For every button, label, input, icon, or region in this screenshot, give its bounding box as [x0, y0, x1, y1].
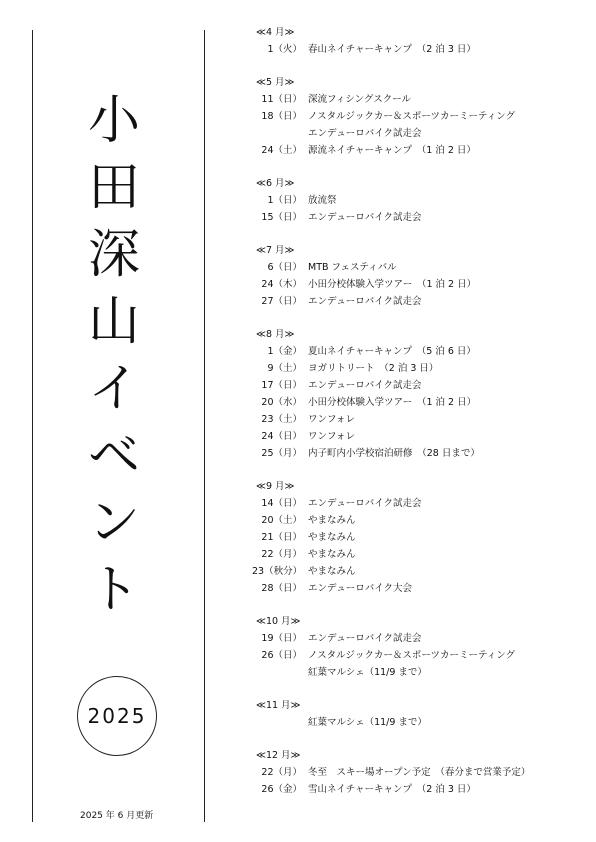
event-name: 深流フィシングスクール — [308, 94, 412, 105]
event-row — [252, 647, 582, 664]
event-name: 紅葉マルシェ（11/9 まで） — [308, 717, 427, 728]
month-block — [252, 613, 582, 681]
event-row — [252, 764, 582, 781]
right-vertical-rule — [204, 30, 205, 822]
event-schedule — [252, 24, 582, 814]
event-date: 17（日） — [261, 380, 302, 391]
month-block — [252, 74, 582, 159]
event-date: 27（日） — [261, 296, 302, 307]
event-date: 24（土） — [261, 145, 302, 156]
month-heading: ≪8 月≫ — [256, 329, 295, 340]
title-char: ト — [87, 560, 140, 620]
title-char: ン — [87, 493, 140, 553]
month-heading: ≪10 月≫ — [256, 616, 301, 627]
event-name: 冬至 スキー場オープン予定 （春分まで営業予定） — [308, 767, 531, 778]
event-row — [252, 259, 582, 276]
event-name: エンデューロバイク大会 — [308, 583, 413, 594]
event-date: 24（日） — [261, 431, 302, 442]
event-date: 25（月） — [261, 448, 302, 459]
event-row — [252, 781, 582, 798]
event-row — [252, 714, 582, 731]
month-heading: ≪9 月≫ — [256, 481, 295, 492]
event-row — [252, 546, 582, 563]
event-date: 28（日） — [261, 583, 302, 594]
month-heading: ≪12 月≫ — [256, 750, 301, 761]
event-row — [252, 580, 582, 597]
event-name: 源流ネイチャーキャンプ （1 泊 2 日） — [308, 145, 476, 156]
title-char: ベ — [87, 426, 140, 486]
event-row — [252, 293, 582, 310]
event-name: エンデューロバイク試走会 — [308, 380, 422, 391]
event-row — [252, 377, 582, 394]
event-row — [252, 108, 582, 125]
event-name: 内子町内小学校宿泊研修 （28 日まで） — [308, 448, 480, 459]
event-date: 15（日） — [261, 212, 302, 223]
event-name: エンデューロバイク試走会 — [308, 296, 422, 307]
event-date: 22（月） — [261, 767, 302, 778]
month-heading: ≪7 月≫ — [256, 245, 295, 256]
event-name: やまなみん — [308, 532, 356, 543]
month-block — [252, 697, 582, 731]
event-date: 23（秋分） — [252, 566, 303, 577]
event-date: 1（火） — [267, 44, 302, 55]
event-row — [252, 41, 582, 58]
title-char: 深 — [87, 225, 140, 285]
title-char: イ — [87, 359, 140, 419]
title-char: 小 — [87, 91, 140, 151]
event-row — [252, 394, 582, 411]
event-date: 22（月） — [261, 549, 302, 560]
month-heading: ≪6 月≫ — [256, 178, 295, 189]
event-date: 18（日） — [261, 111, 302, 122]
event-name: エンデューロバイク試走会 — [308, 633, 422, 644]
vertical-title — [84, 88, 144, 624]
event-name: エンデューロバイク試走会 — [308, 498, 422, 509]
event-row — [252, 91, 582, 108]
event-row — [252, 512, 582, 529]
month-block — [252, 747, 582, 798]
event-row — [252, 563, 582, 580]
event-name: やまなみん — [308, 566, 356, 577]
event-date: 19（日） — [261, 633, 302, 644]
event-row — [252, 360, 582, 377]
event-date: 23（土） — [261, 414, 302, 425]
event-row — [252, 428, 582, 445]
event-name: ヨガリトリート （2 泊 3 日） — [308, 363, 439, 374]
event-name: ノスタルジックカー＆スポーツカーミーティング — [308, 650, 516, 661]
month-heading: ≪4 月≫ — [256, 27, 295, 38]
event-continuation: エンデューロバイク試走会 — [308, 128, 422, 139]
month-block — [252, 242, 582, 310]
updated-note: 2025 年 6 月更新 — [80, 811, 154, 821]
event-name: 放流祭 — [308, 195, 337, 206]
event-row — [252, 445, 582, 462]
month-block — [252, 478, 582, 597]
event-date — [252, 714, 302, 731]
event-name: 小田分校体験入学ツアー （1 泊 2 日） — [308, 397, 477, 408]
event-name: 雪山ネイチャーキャンプ （2 泊 3 日） — [308, 784, 476, 795]
event-date: 20（土） — [261, 515, 302, 526]
event-name: 小田分校体験入学ツアー （1 泊 2 日） — [308, 279, 477, 290]
year-badge — [77, 676, 157, 756]
event-date: 9（土） — [267, 363, 302, 374]
event-name: 夏山ネイチャーキャンプ （5 泊 6 日） — [308, 346, 476, 357]
title-char: 山 — [87, 292, 140, 352]
event-row — [252, 142, 582, 159]
month-block — [252, 326, 582, 462]
event-date: 11（日） — [261, 94, 302, 105]
event-row — [252, 209, 582, 226]
event-date: 1（日） — [267, 195, 302, 206]
event-row — [252, 192, 582, 209]
event-continuation: 紅葉マルシェ（11/9 まで） — [308, 667, 427, 678]
event-name: ワンフォレ — [308, 414, 356, 425]
event-date: 26（日） — [261, 650, 302, 661]
event-date: 6（日） — [267, 262, 302, 273]
month-heading: ≪5 月≫ — [256, 77, 295, 88]
title-char: 田 — [87, 158, 140, 218]
event-date: 21（日） — [261, 532, 302, 543]
event-row — [252, 343, 582, 360]
left-vertical-rule — [32, 30, 33, 822]
event-date: 14（日） — [261, 498, 302, 509]
event-row — [252, 529, 582, 546]
event-name: やまなみん — [308, 515, 356, 526]
event-name: ワンフォレ — [308, 431, 356, 442]
event-date: 26（金） — [261, 784, 302, 795]
month-heading: ≪11 月≫ — [256, 700, 301, 711]
event-date: 24（木） — [261, 279, 302, 290]
event-name: MTB フェスティバル — [308, 262, 397, 273]
year-text: 2025 — [87, 704, 147, 728]
event-name: エンデューロバイク試走会 — [308, 212, 422, 223]
event-row — [252, 630, 582, 647]
event-row — [252, 276, 582, 293]
event-date: 1（金） — [267, 346, 302, 357]
event-date: 20（水） — [261, 397, 302, 408]
event-row — [252, 495, 582, 512]
month-block — [252, 175, 582, 226]
event-name: ノスタルジックカー＆スポーツカーミーティング — [308, 111, 516, 122]
event-row — [252, 411, 582, 428]
month-block — [252, 24, 582, 58]
event-name: 春山ネイチャーキャンプ （2 泊 3 日） — [308, 44, 476, 55]
event-name: やまなみん — [308, 549, 356, 560]
